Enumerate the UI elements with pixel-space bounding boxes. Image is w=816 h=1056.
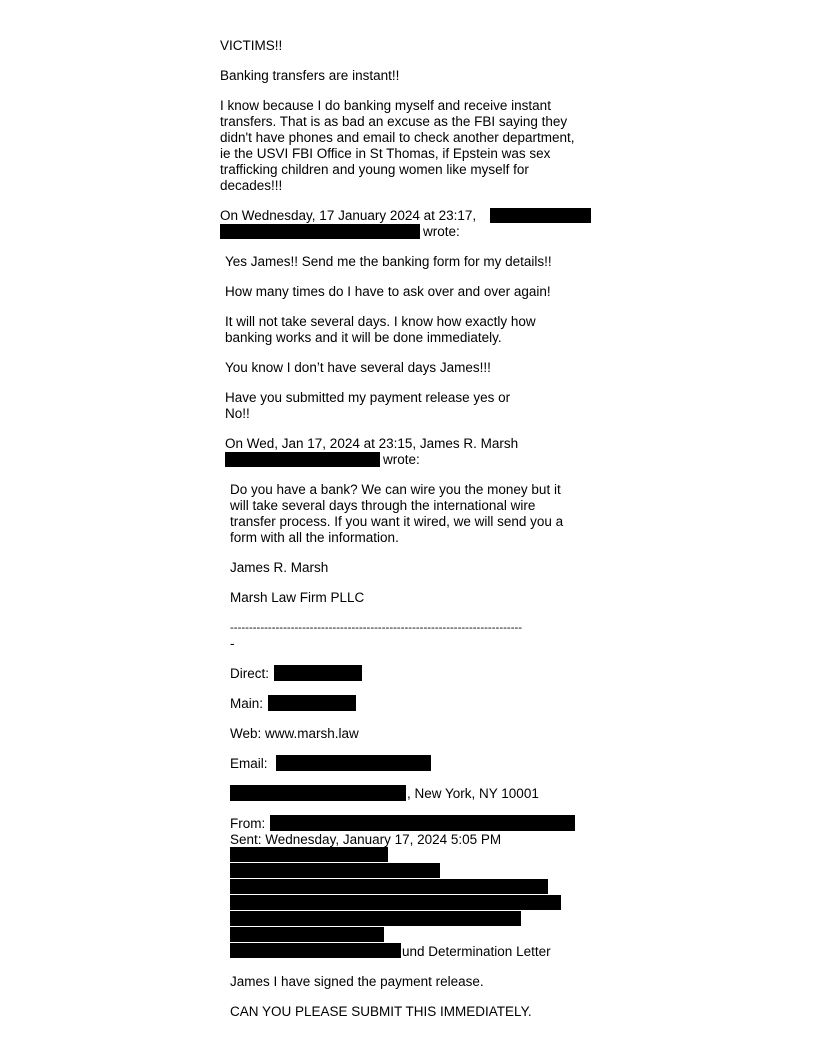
paragraph-line: transfers. That is as bad an excuse as the FBI saying they bbox=[220, 114, 568, 129]
redaction-box bbox=[230, 863, 440, 878]
text-line: Banking transfers are instant!! bbox=[220, 68, 400, 83]
text-line: Yes James!! Send me the banking form for my details!! bbox=[225, 254, 552, 269]
divider-line: - bbox=[230, 636, 235, 651]
paragraph-line: will take several days through the international wire bbox=[230, 498, 536, 513]
paragraph-line: decades!!! bbox=[220, 178, 283, 193]
redaction-box bbox=[230, 911, 521, 926]
wrote-label: wrote: bbox=[383, 452, 420, 467]
email-label: Email: bbox=[230, 756, 268, 771]
redaction-box bbox=[230, 785, 406, 801]
quote-header: On Wed, Jan 17, 2024 at 23:15, James R. Marsh bbox=[225, 436, 519, 451]
redaction-box bbox=[230, 895, 561, 910]
main-label: Main: bbox=[230, 696, 264, 711]
text-line: You know I don’t have several days James!!! bbox=[225, 360, 491, 375]
address-text: , New York, NY 10001 bbox=[407, 786, 539, 801]
redaction-box bbox=[230, 927, 384, 942]
redaction-box bbox=[220, 224, 420, 239]
from-label: From: bbox=[230, 816, 266, 831]
redaction-box bbox=[274, 665, 362, 681]
redaction-box bbox=[270, 815, 575, 831]
quote-header: On Wednesday, 17 January 2024 at 23:17, bbox=[220, 208, 477, 223]
text-line: James I have signed the payment release. bbox=[230, 974, 484, 989]
paragraph-line: transfer process. If you want it wired, we will send you a bbox=[230, 514, 564, 529]
text-line: How many times do I have to ask over and over again! bbox=[225, 284, 551, 299]
text-line: CAN YOU PLEASE SUBMIT THIS IMMEDIATELY. bbox=[230, 1004, 532, 1019]
text-line: banking works and it will be done immediately. bbox=[225, 330, 502, 345]
paragraph-line: Do you have a bank? We can wire you the money but it bbox=[230, 482, 561, 497]
sent-line: Sent: Wednesday, January 17, 2024 5:05 PM bbox=[230, 832, 502, 847]
heading-victims: VICTIMS!! bbox=[220, 38, 283, 53]
text-line: No!! bbox=[225, 406, 250, 421]
text-line: It will not take several days. I know how exactly how bbox=[225, 314, 536, 329]
redaction-box bbox=[276, 755, 431, 771]
paragraph-line: didn't have phones and email to check another department, bbox=[220, 130, 575, 145]
redaction-box bbox=[225, 452, 380, 467]
redaction-box bbox=[230, 943, 401, 958]
redaction-box bbox=[230, 879, 548, 894]
paragraph-line: form with all the information. bbox=[230, 530, 399, 545]
redaction-box bbox=[268, 695, 356, 711]
signature-name: James R. Marsh bbox=[230, 560, 329, 575]
wrote-label: wrote: bbox=[423, 224, 460, 239]
paragraph-line: ie the USVI FBI Office in St Thomas, if Epstein was sex bbox=[220, 146, 551, 161]
web-link[interactable]: Web: www.marsh.law bbox=[230, 726, 359, 741]
redaction-box bbox=[490, 208, 591, 223]
redaction-box bbox=[230, 847, 388, 862]
subject-text: und Determination Letter bbox=[402, 944, 551, 959]
divider-line: ----------------------------------------------------------------------------- bbox=[230, 622, 523, 634]
signature-firm: Marsh Law Firm PLLC bbox=[230, 590, 365, 605]
paragraph-line: I know because I do banking myself and receive instant bbox=[220, 98, 551, 113]
text-line: Have you submitted my payment release yes or bbox=[225, 390, 511, 405]
paragraph-line: trafficking children and young women like myself for bbox=[220, 162, 529, 177]
direct-label: Direct: bbox=[230, 666, 270, 681]
